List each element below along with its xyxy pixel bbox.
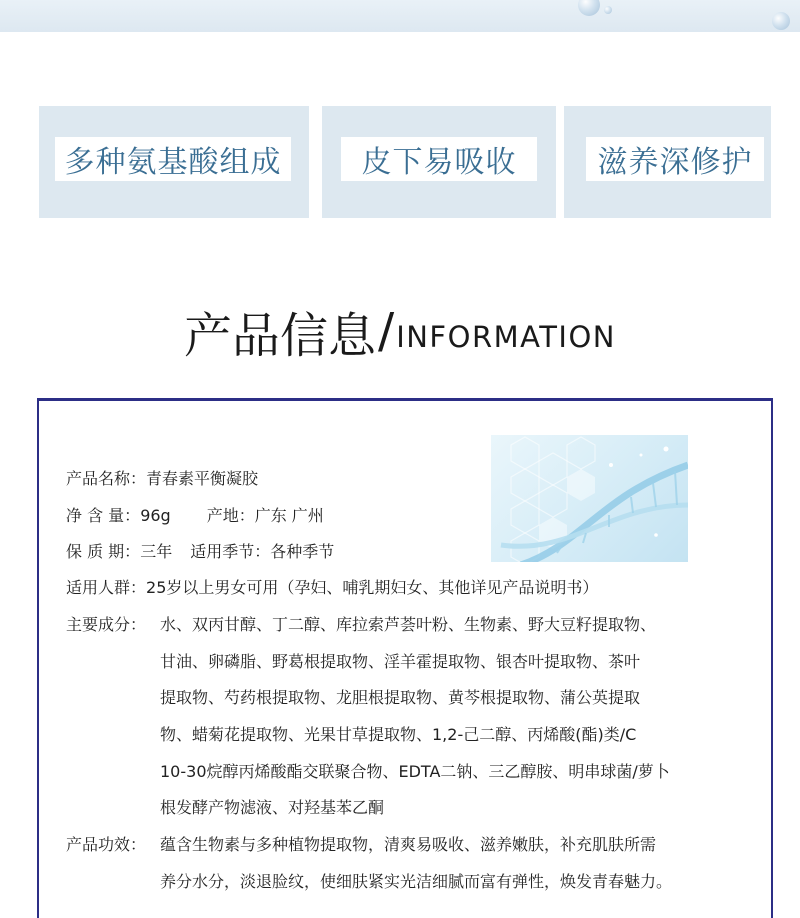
ingredients-label: 主要成分： (66, 615, 147, 634)
name-label: 产品名称： (66, 469, 147, 488)
info-row-net (66, 506, 324, 526)
dna-helix-icon (491, 435, 688, 562)
feature-label: 多种氨基酸组成 (64, 145, 282, 180)
top-banner (0, 0, 800, 32)
feature-row (0, 106, 800, 218)
feature-label: 滋养深修护 (597, 145, 753, 180)
feature-label-box (55, 137, 291, 181)
ingredients-line: 提取物、芍药根提取物、龙胆根提取物、黄芩根提取物、蒲公英提取 (160, 688, 641, 707)
feature-card-amino (39, 106, 309, 218)
feature-label: 皮下易吸收 (361, 145, 517, 180)
feature-label-box (341, 137, 537, 181)
section-title (0, 296, 800, 366)
season-label: 适用季节： (190, 542, 271, 561)
ingredients-line: 物、蜡菊花提取物、光果甘草提取物、1,2-己二醇、丙烯酸(酯)类/C (160, 725, 637, 744)
info-row-people (66, 578, 598, 598)
effect-label: 产品功效： (66, 835, 147, 854)
water-drop-icon (604, 6, 612, 14)
season-value: 各种季节 (270, 542, 335, 561)
name-value: 青春素平衡凝胶 (146, 469, 259, 488)
net-label: 净 含 量： (66, 506, 141, 525)
origin-label: 产地： (206, 506, 255, 525)
water-drop-icon (578, 0, 600, 16)
feature-label-box (586, 137, 764, 181)
shelf-label: 保 质 期： (66, 542, 141, 561)
effect-line: 蕴含生物素与多种植物提取物，清爽易吸收、滋养嫩肤，补充肌肤所需 (160, 835, 657, 854)
people-label: 适用人群： (66, 578, 147, 597)
shelf-value: 三年 (140, 542, 173, 561)
feature-card-nourish (564, 106, 771, 218)
water-drop-icon (772, 12, 790, 30)
info-row-name (66, 469, 258, 489)
ingredients-line: 水、双丙甘醇、丁二醇、库拉索芦荟叶粉、生物素、野大豆籽提取物、 (160, 615, 657, 634)
people-value: 25岁以上男女可用（孕妇、哺乳期妇女、其他详见产品说明书） (146, 578, 599, 597)
dna-image (491, 435, 688, 562)
feature-card-absorb (322, 106, 556, 218)
net-value: 96g (140, 506, 171, 525)
ingredients-line: 甘油、卵磷脂、野葛根提取物、淫羊霍提取物、银杏叶提取物、茶叶 (160, 652, 641, 671)
origin-value: 广东 广州 (254, 506, 324, 525)
section-title-slash: / (378, 303, 395, 359)
info-row-shelf (66, 542, 334, 562)
ingredients-line: 10-30烷醇丙烯酸酯交联聚合物、EDTA二钠、三乙醇胺、明串球菌/萝卜 (160, 762, 670, 781)
section-title-en: INFORMATION (396, 320, 616, 354)
ingredients-line: 根发酵产物滤液、对羟基苯乙酮 (160, 798, 385, 817)
effect-line: 养分水分，淡退脸纹，使细肤紧实光洁细腻而富有弹性，焕发青春魅力。 (160, 872, 673, 891)
section-title-cn: 产品信息 (184, 307, 377, 364)
